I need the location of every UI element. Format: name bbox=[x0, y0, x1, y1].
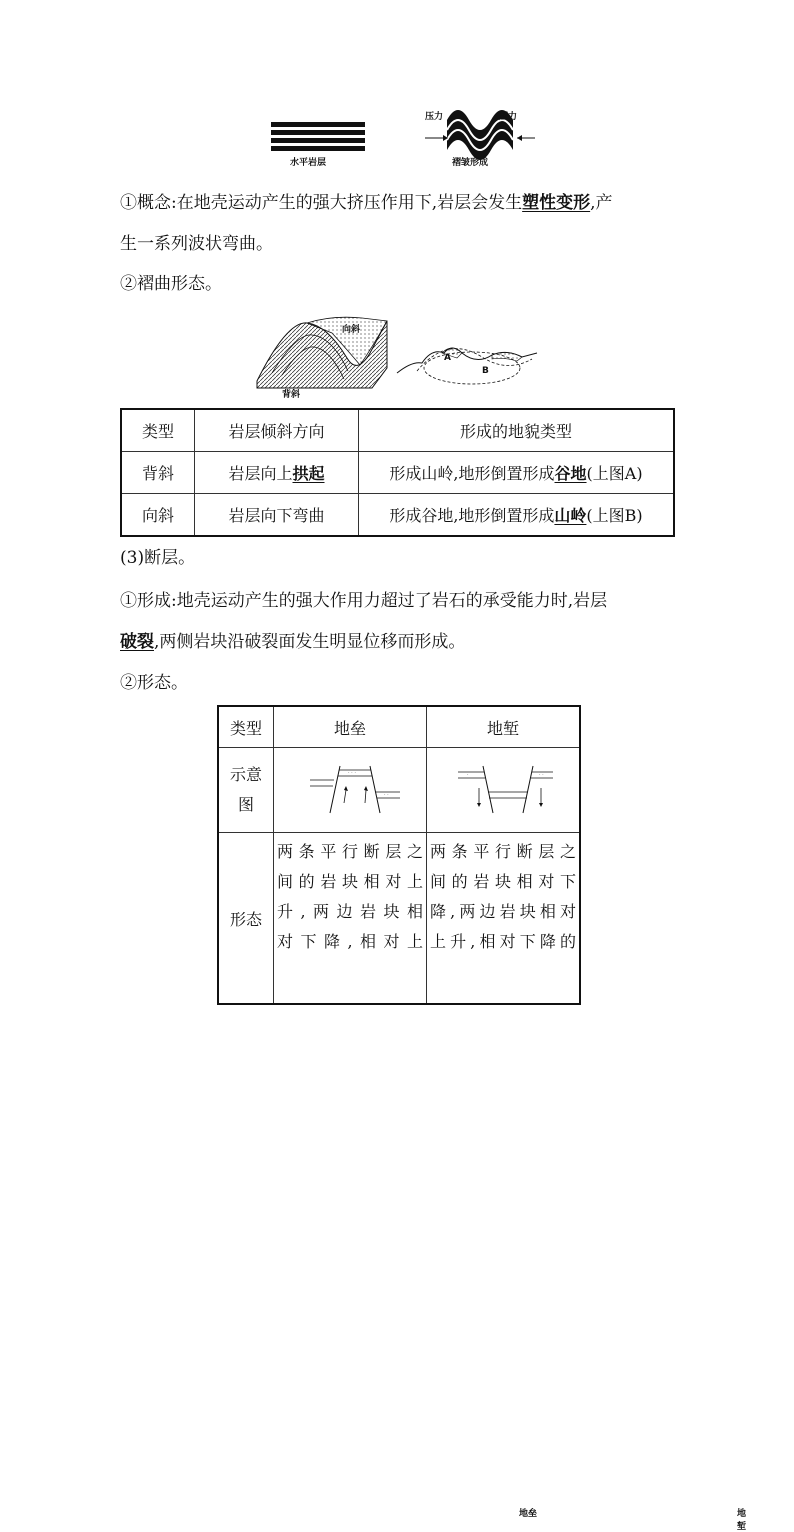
pressure-right-label: 压力 bbox=[499, 112, 518, 122]
fold-form-title: ②褶曲形态。 bbox=[120, 274, 222, 294]
pressure-left-label: 压力 bbox=[425, 112, 444, 122]
formation-text: ,两侧岩块沿破裂面发生明显位移而形成。 bbox=[154, 632, 466, 652]
table-row bbox=[218, 748, 580, 833]
fault-formation-line-1: ①形成:地壳运动产生的强大作用力超过了岩石的承受能力时,岩层 bbox=[120, 591, 608, 611]
landform-text: 形成谷地,地形倒置形成 bbox=[389, 506, 555, 525]
syncline-label: 向斜 bbox=[342, 325, 361, 335]
label-a: A bbox=[444, 353, 451, 363]
graben-line: 降,两边岩块相对 bbox=[430, 902, 576, 921]
syncline-type-cell: 向斜 bbox=[121, 494, 195, 537]
form-label-cell: 形态 bbox=[218, 833, 274, 1005]
graben-line: 间的岩块相对下 bbox=[430, 872, 576, 891]
header-type: 类型 bbox=[121, 409, 195, 452]
table-header-row bbox=[218, 706, 580, 748]
syncline-landform-cell bbox=[359, 494, 675, 537]
landform-text: 形成山岭,地形倒置形成 bbox=[389, 464, 555, 483]
graben-line: 两条平行断层之 bbox=[430, 842, 576, 861]
horizontal-strata-image bbox=[271, 122, 365, 151]
fault-title: (3)断层。 bbox=[120, 548, 196, 568]
concept-line-1 bbox=[120, 193, 613, 213]
inverted-relief-profile bbox=[397, 348, 537, 384]
fold-block-diagram bbox=[252, 313, 552, 398]
diagram-label-line-1: 示意 bbox=[229, 765, 262, 784]
figure-ref-a: (上图A) bbox=[586, 464, 643, 483]
horst-diagram bbox=[300, 758, 400, 818]
anticline-direction-cell bbox=[195, 452, 359, 494]
header-horst: 地垒 bbox=[274, 706, 427, 748]
label-b: B bbox=[482, 366, 489, 376]
table-row bbox=[121, 494, 674, 537]
syncline-direction-cell: 岩层向下弯曲 bbox=[195, 494, 359, 537]
svg-text:· ·: · · bbox=[539, 772, 544, 778]
anticline-landform-cell bbox=[359, 452, 675, 494]
graben-diagram bbox=[453, 758, 553, 818]
graben-description-cell bbox=[427, 833, 581, 1005]
table-row bbox=[218, 833, 580, 1005]
plastic-deformation-term: 塑性变形 bbox=[522, 193, 591, 213]
horst-figure-label: 地垒 bbox=[519, 1509, 538, 1519]
horizontal-strata-label: 水平岩层 bbox=[290, 158, 327, 168]
svg-text:·: · bbox=[467, 772, 469, 778]
anticline-type-cell: 背斜 bbox=[121, 452, 195, 494]
table-row bbox=[121, 452, 674, 494]
header-direction: 岩层倾斜方向 bbox=[195, 409, 359, 452]
direction-text: 岩层向上 bbox=[228, 464, 293, 483]
fault-form-title: ②形态。 bbox=[120, 673, 188, 693]
svg-text:· · ·: · · · bbox=[348, 770, 356, 776]
valley-term: 谷地 bbox=[554, 464, 587, 483]
table-header-row bbox=[121, 409, 674, 452]
fold-type-table bbox=[120, 408, 675, 537]
horst-line: 对下降,相对上 bbox=[277, 932, 423, 951]
header-graben: 地堑 bbox=[427, 706, 581, 748]
svg-text:· ·: · · bbox=[384, 792, 389, 798]
fault-formation-line-2 bbox=[120, 632, 465, 652]
concept-text-tail: ,产 bbox=[590, 193, 613, 213]
figure-ref-b: (上图B) bbox=[586, 506, 643, 525]
concept-line-2: 生一系列波状弯曲。 bbox=[120, 234, 273, 254]
anticline-syncline-block bbox=[257, 317, 387, 388]
fault-type-table bbox=[217, 705, 747, 1532]
graben-line: 上升,相对下降的 bbox=[430, 932, 576, 951]
horst-line: 两条平行断层之 bbox=[277, 842, 423, 861]
concept-text: ①概念:在地壳运动产生的强大挤压作用下,岩层会发生 bbox=[120, 193, 523, 213]
anticline-label: 背斜 bbox=[282, 390, 301, 400]
arch-up-term: 拱起 bbox=[292, 464, 325, 483]
graben-figure-label: 地堑 bbox=[737, 1509, 747, 1532]
rupture-term: 破裂 bbox=[120, 632, 154, 652]
ridge-term: 山岭 bbox=[554, 506, 587, 525]
header-landform: 形成的地貌类型 bbox=[359, 409, 675, 452]
fold-formation-label: 褶皱形成 bbox=[452, 158, 489, 168]
diagram-label-line-2: 图 bbox=[237, 795, 254, 814]
header-type: 类型 bbox=[218, 706, 274, 748]
horst-description-cell bbox=[274, 833, 427, 1005]
horst-line: 间的岩块相对上 bbox=[277, 872, 423, 891]
diagram-label-cell bbox=[218, 748, 274, 833]
horst-line: 升,两边岩块相 bbox=[277, 902, 423, 921]
